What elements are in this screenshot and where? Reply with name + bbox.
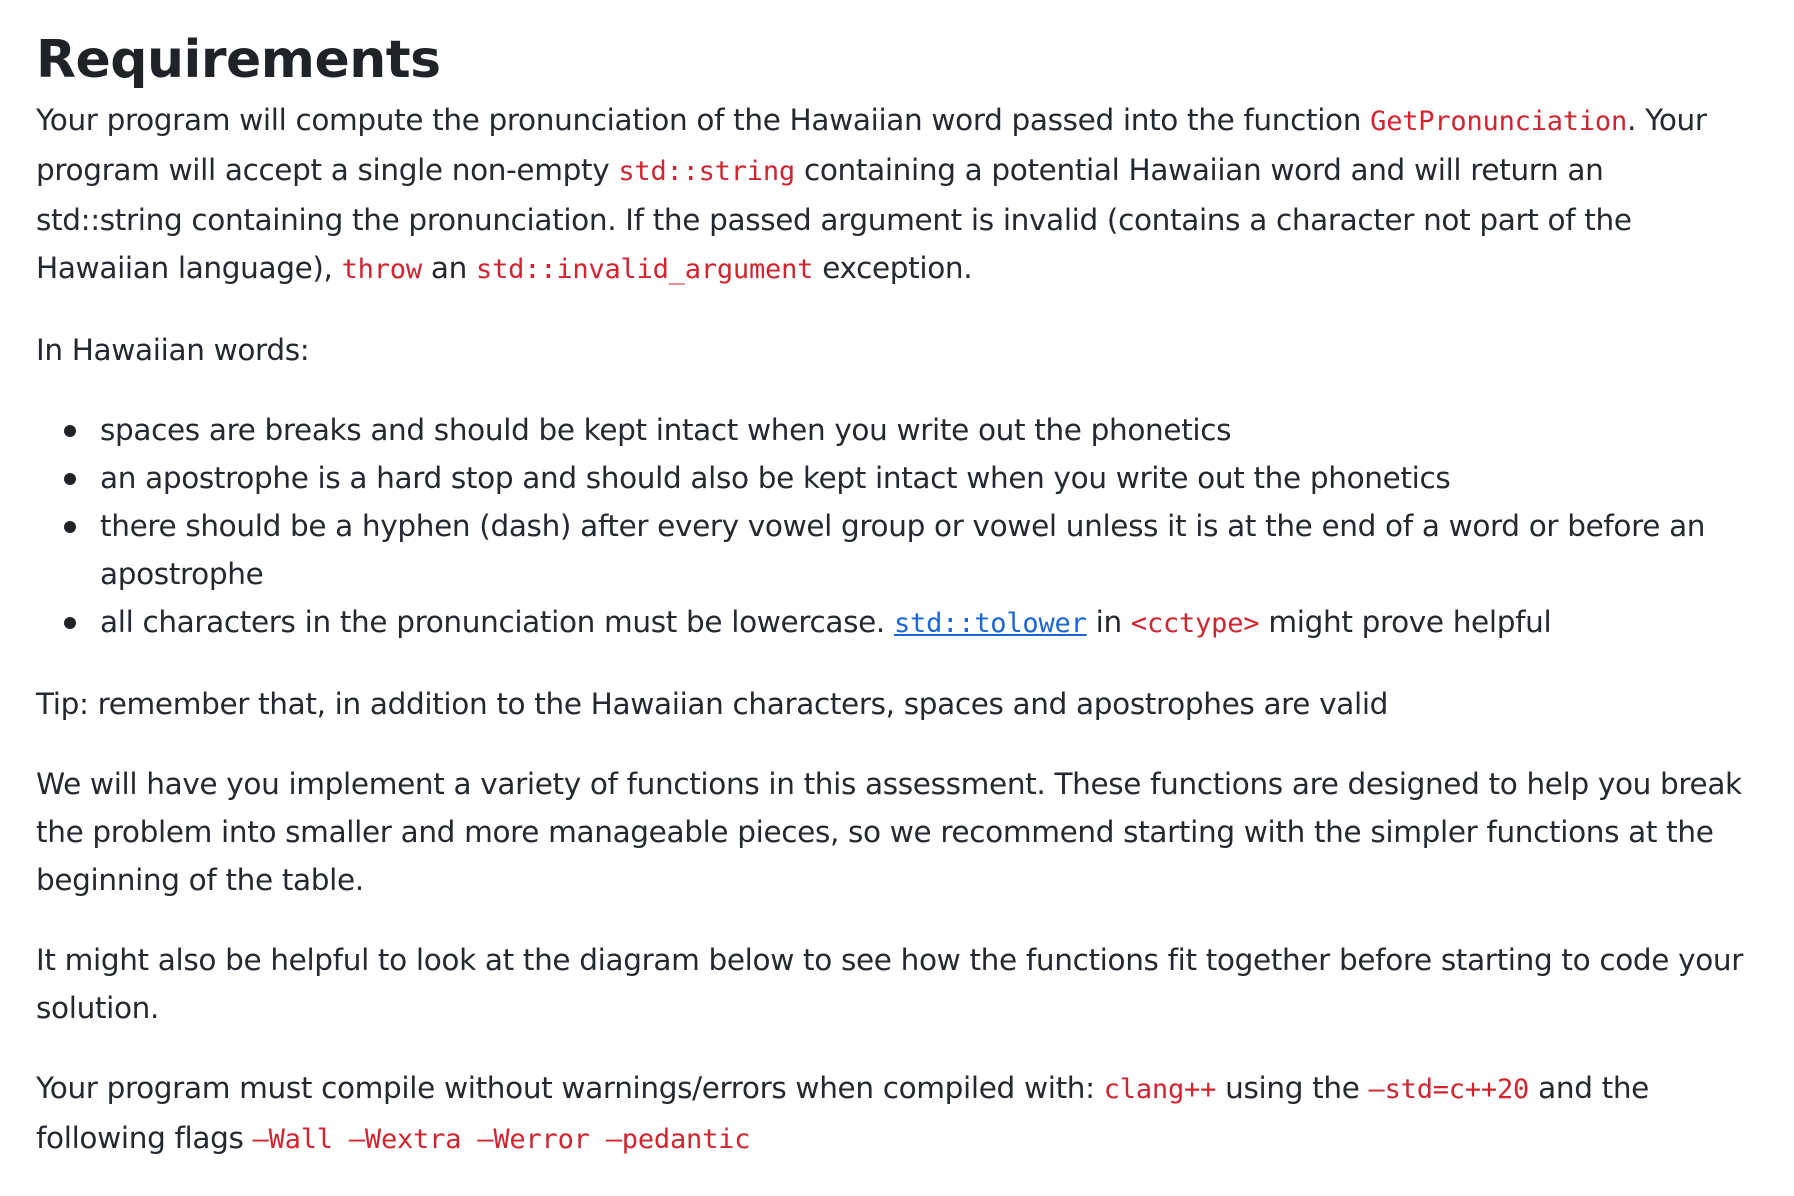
intro-paragraph [36, 96, 1758, 294]
code-invalid-argument: std::invalid_argument [476, 254, 814, 285]
intro-text-3: containing a potential Hawaiian word and will return an std::string containing the pronunciation. If the passed argument is invalid (contains a character not part of the Hawaiian language), [36, 153, 1632, 285]
list-item [100, 454, 1758, 502]
bullet-icon [64, 617, 76, 629]
code-std-flag: –std=c++20 [1368, 1074, 1530, 1105]
bullet-icon [64, 521, 76, 533]
std-tolower-link[interactable]: std::tolower [893, 608, 1087, 639]
code-std-string: std::string [618, 156, 795, 187]
compile-text-1: Your program must compile without warnings/errors when compiled with: [36, 1071, 1104, 1105]
code-flags: –Wall –Wextra –Werror –pedantic [252, 1124, 751, 1155]
tip-paragraph: Tip: remember that, in addition to the Hawaiian characters, spaces and apostrophes are valid [36, 687, 1389, 721]
list-item [100, 502, 1758, 598]
code-cctype: <cctype> [1130, 608, 1260, 639]
intro-text-1: Your program will compute the pronunciation of the Hawaiian word passed into the function [36, 103, 1371, 137]
list-item [100, 406, 1758, 454]
code-get-pronunciation: GetPronunciation [1370, 106, 1628, 137]
bullet-icon [64, 473, 76, 485]
rule-text: an apostrophe is a hard stop and should also be kept intact when you write out the phonetics [100, 461, 1451, 495]
rules-intro: In Hawaiian words: [36, 333, 310, 367]
rule-text: spaces are breaks and should be kept intact when you write out the phonetics [100, 413, 1232, 447]
page-title: Requirements [36, 30, 441, 90]
compile-paragraph [36, 1064, 1758, 1164]
rule4-text-2: in [1086, 605, 1131, 639]
diagram-paragraph: It might also be helpful to look at the diagram below to see how the functions fit together before starting to code your solution. [36, 943, 1744, 1025]
compile-text-3: and the following flags [36, 1071, 1649, 1155]
functions-paragraph: We will have you implement a variety of functions in this assessment. These functions are designed to help you break the problem into smaller and more manageable pieces, so we recommend starting with the simpler functions at the beginning of the table. [36, 767, 1742, 897]
rule4-text-3: might prove helpful [1259, 605, 1552, 639]
rule-text: there should be a hyphen (dash) after every vowel group or vowel unless it is at the end of a word or before an apostrophe [100, 509, 1706, 591]
code-compiler: clang++ [1103, 1074, 1217, 1105]
code-throw: throw [341, 254, 422, 285]
compile-text-2: using the [1216, 1071, 1369, 1105]
intro-text-2: . Your program will accept a single non-empty [36, 103, 1707, 187]
rules-list [36, 406, 1758, 648]
bullet-icon [64, 425, 76, 437]
list-item [100, 598, 1758, 648]
rule4-text-1: all characters in the pronunciation must be lowercase. [100, 605, 894, 639]
intro-text-5: exception. [813, 251, 973, 285]
intro-text-4: an [421, 251, 477, 285]
